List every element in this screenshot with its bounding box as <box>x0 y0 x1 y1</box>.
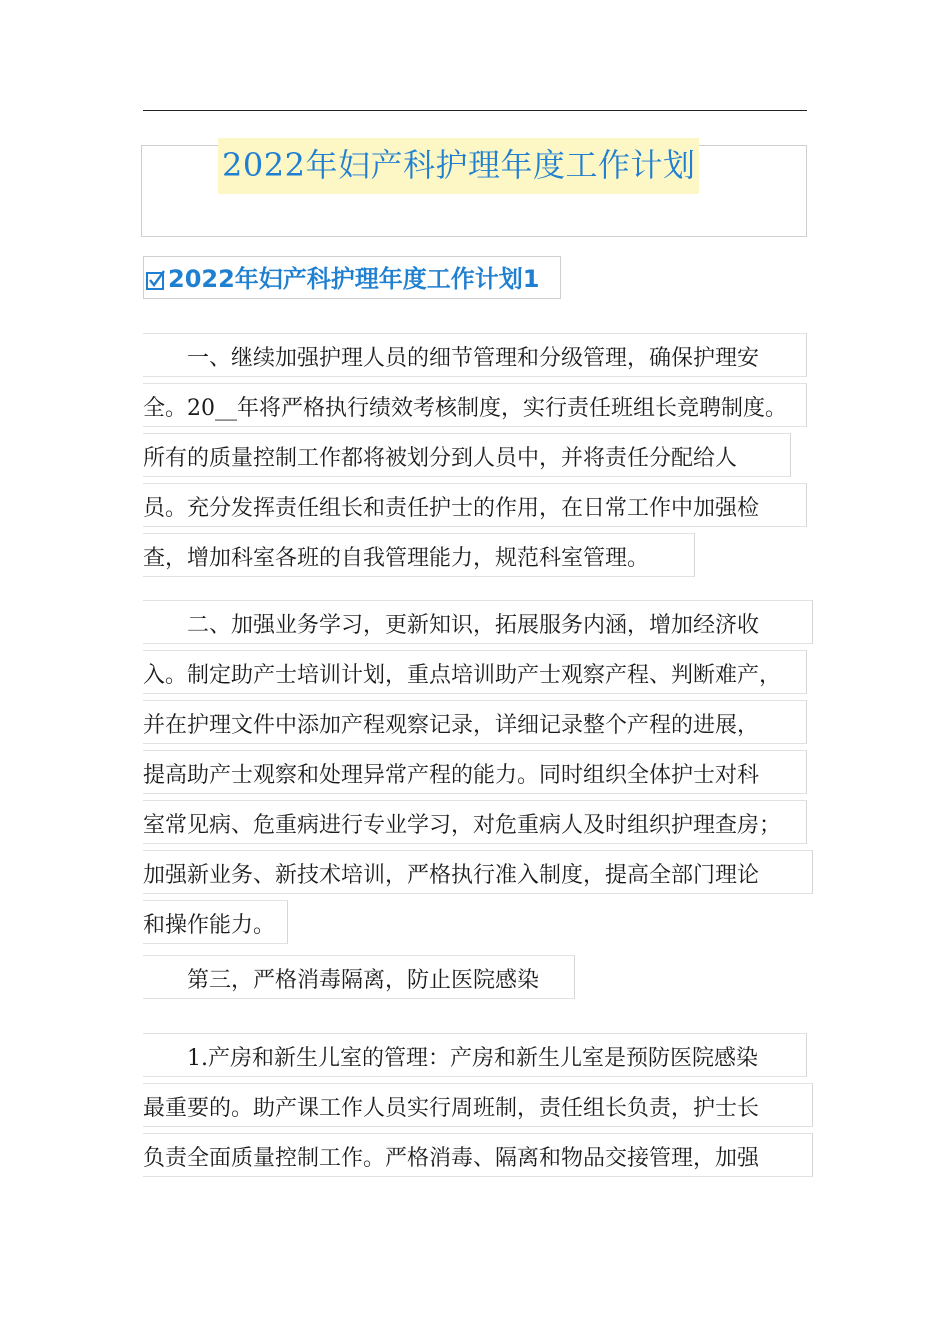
text-line: 第三，严格消毒隔离，防止医院感染 <box>143 955 575 999</box>
text-line: 加强新业务、新技术培训，严格执行准入制度，提高全部门理论 <box>143 850 813 894</box>
section-heading-text: 2022年妇产科护理年度工作计划1 <box>168 265 540 293</box>
text-line: 1.产房和新生儿室的管理：产房和新生儿室是预防医院感染 <box>143 1033 807 1077</box>
checkbox-checked-icon <box>146 270 166 290</box>
text-line: 入。制定助产士培训计划，重点培训助产士观察产程、判断难产， <box>143 650 807 694</box>
document-title: 2022年妇产科护理年度工作计划 <box>218 138 699 194</box>
text-line: 负责全面质量控制工作。严格消毒、隔离和物品交接管理，加强 <box>143 1133 813 1177</box>
text-line: 所有的质量控制工作都将被划分到人员中，并将责任分配给人 <box>143 433 791 477</box>
text-line: 一、继续加强护理人员的细节管理和分级管理，确保护理安 <box>143 333 807 377</box>
text-line: 并在护理文件中添加产程观察记录，详细记录整个产程的进展， <box>143 700 807 744</box>
text-line: 全。20__年将严格执行绩效考核制度，实行责任班组长竞聘制度。 <box>143 383 807 427</box>
text-line: 提高助产士观察和处理异常产程的能力。同时组织全体护士对科 <box>143 750 807 794</box>
text-line: 员。充分发挥责任组长和责任护士的作用，在日常工作中加强检 <box>143 483 807 527</box>
header-rule <box>143 110 807 111</box>
text-line: 和操作能力。 <box>143 900 288 944</box>
text-line: 最重要的。助产课工作人员实行周班制，责任组长负责，护士长 <box>143 1083 813 1127</box>
text-line: 室常见病、危重病进行专业学习，对危重病人及时组织护理查房； <box>143 800 807 844</box>
text-line: 二、加强业务学习，更新知识，拓展服务内涵，增加经济收 <box>143 600 813 644</box>
section-heading <box>143 256 561 299</box>
text-line: 查，增加科室各班的自我管理能力，规范科室管理。 <box>143 533 695 577</box>
